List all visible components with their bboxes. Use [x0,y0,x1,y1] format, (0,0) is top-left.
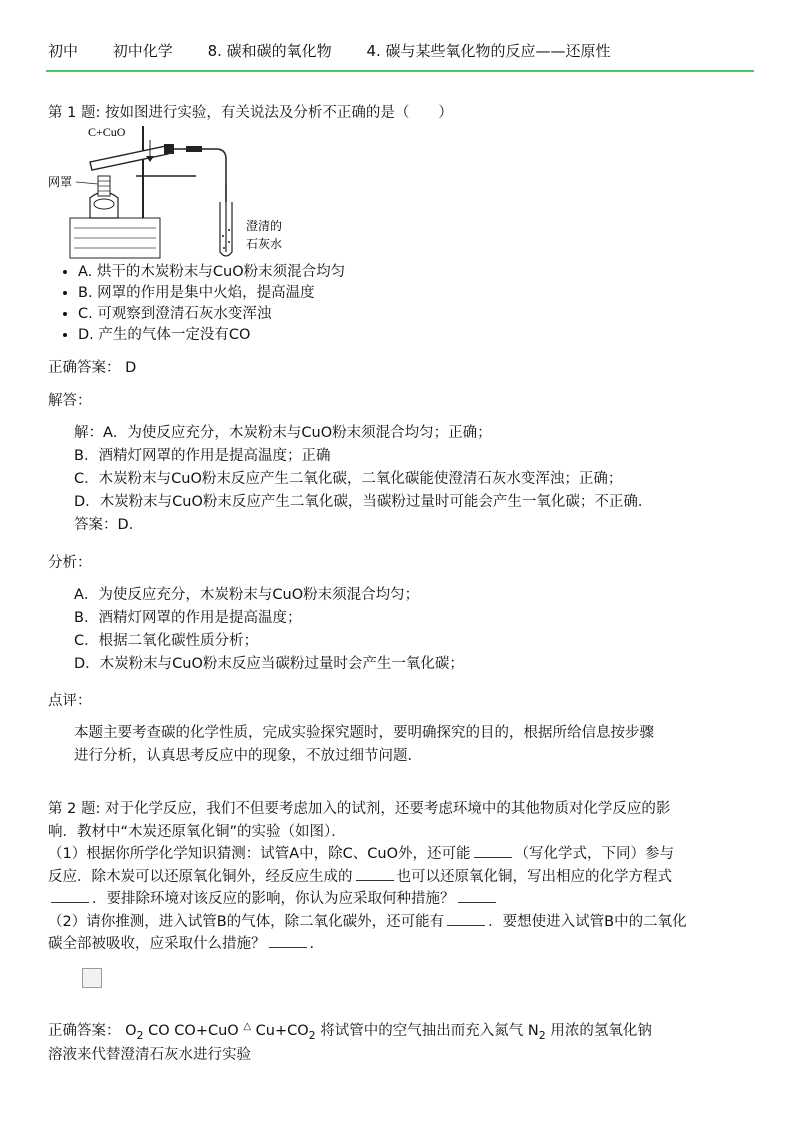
answer-text: 用浓的氢氧化钠 [550,1023,652,1039]
q1-options [60,262,345,346]
comment-line: 本题主要考查碳的化学性质，完成实验探究题时，要明确探究的目的，根据所给信息按步骤 [74,725,654,741]
answer-blank[interactable] [269,933,307,948]
answer-blank[interactable] [356,866,394,881]
answer-text: CO CO+CuO [148,1023,239,1039]
q2-text: ．要想使进入试管B中的二氧化 [488,913,687,930]
answer-value: D [125,360,137,376]
q2-text: ．要排除环境对该反应的影响，你认为应采取何种措施？ [92,891,455,907]
solution-line: B．酒精灯网罩的作用是提高温度；正确 [74,448,331,464]
analysis-line: D．木炭粉末与CuO粉末反应当碳粉过量时会产生一氧化碳； [74,656,464,672]
q2-line [48,933,687,956]
solution-line: 解：A．为使反应充分，木炭粉末与CuO粉末须混合均匀；正确； [74,425,492,441]
solution-block [48,422,652,537]
answer-blank[interactable] [447,911,485,926]
solution-line: 答案：D． [74,517,144,533]
q2-line [48,888,687,911]
figure-label-reagent: C+CuO [88,125,126,139]
subscript: 2 [308,1028,316,1042]
solution-line: C．木炭粉末与CuO粉末反应产生二氧化碳，二氧化碳能使澄清石灰水变浑浊；正确； [74,471,623,487]
comment-block [48,722,654,768]
q2-text: 也可以还原氧化铜，写出相应的化学方程式 [396,868,672,885]
q2-line [48,843,687,866]
header-divider [46,70,754,72]
analysis-line: A．为使反应充分，木炭粉末与CuO粉末须混合均匀； [74,587,420,603]
delivery-tube [174,149,226,252]
answer-blank[interactable] [51,888,89,903]
answer-blank[interactable] [458,888,496,903]
breadcrumb-item[interactable]: 初中化学 [112,42,173,60]
q2-block [48,798,687,956]
breadcrumb-item[interactable]: 8. 碳和碳的氧化物 [207,42,332,60]
figure-label-net: 网罩 [48,175,73,189]
option-d[interactable]: • D. 产生的气体一定没有CO [78,325,345,346]
comment-label: 点评： [48,693,92,709]
analysis-line: C．根据二氧化碳性质分析； [74,633,259,649]
heat-symbol: △ [243,1021,252,1032]
option-c[interactable]: • C. 可观察到澄清石灰水变浑浊 [78,304,345,325]
breadcrumb [48,40,641,61]
q2-text: （1）根据你所学化学知识猜测：试管A中，除C、CuO外，还可能 [48,846,471,862]
answer-label: 正确答案： [48,1023,121,1039]
solution-line: D．木炭粉末与CuO粉末反应产生二氧化碳，当碳粉过量时可能会产生一氧化碳；不正确． [74,494,653,510]
analysis-block [48,584,464,676]
figure-label-limewater-2: 石灰水 [246,237,283,251]
analysis-label: 分析： [48,555,92,571]
q2-text: 碳全部被吸收，应采取什么措施？ [48,936,266,952]
q1-answer [48,357,136,380]
q2-line: 第 2 题: 对于化学反应，我们不但要考虑加入的试剂，还要考虑环境中的其他物质对化学反应的影 [48,801,671,817]
option-a[interactable]: • A. 烘干的木炭粉末与CuO粉末须混合均匀 [78,262,345,283]
figure-label-limewater-1: 澄清的 [246,219,283,233]
breadcrumb-item[interactable]: 4. 碳与某些氧化物的反应——还原性 [366,42,611,60]
q2-text: （写化学式，下同）参与 [514,846,674,862]
breadcrumb-item[interactable]: 初中 [48,42,79,60]
option-b[interactable]: • B. 网罩的作用是集中火焰，提高温度 [78,283,345,304]
answer-text: O [125,1023,137,1039]
q2-line [48,866,687,889]
q2-text: ． [309,936,324,952]
q2-text: （2）请你推测，进入试管B的气体，除二氧化碳外，还可能有 [48,913,445,930]
q2-answer-line-2: 溶液来代替澄清石灰水进行实验 [48,1047,251,1063]
apparatus-figure [46,124,306,262]
subscript: 2 [538,1028,546,1042]
q2-line [48,911,687,934]
answer-text: 将试管中的空气抽出而充入氮气 N [320,1023,539,1039]
answer-label: 正确答案： [48,360,121,376]
analysis-line: B．酒精灯网罩的作用是提高温度； [74,610,302,626]
broken-image-icon [82,968,102,988]
q2-line: 响．教材中“木炭还原氧化铜”的实验（如图）． [48,823,346,840]
q2-text: 反应．除木炭可以还原氧化铜外，经反应生成的 [48,868,353,885]
comment-line: 进行分析，认真思考反应中的现象，不放过细节问题． [74,748,422,764]
q1-title: 第 1 题: 按如图进行实验，有关说法及分析不正确的是（ ） [48,105,453,121]
subscript: 2 [136,1028,144,1042]
test-tube-a [90,146,168,170]
answer-text: Cu+CO [255,1023,309,1039]
answer-blank[interactable] [474,843,512,858]
q2-answer-line-1 [48,1020,652,1047]
solution-label: 解答： [48,393,92,409]
